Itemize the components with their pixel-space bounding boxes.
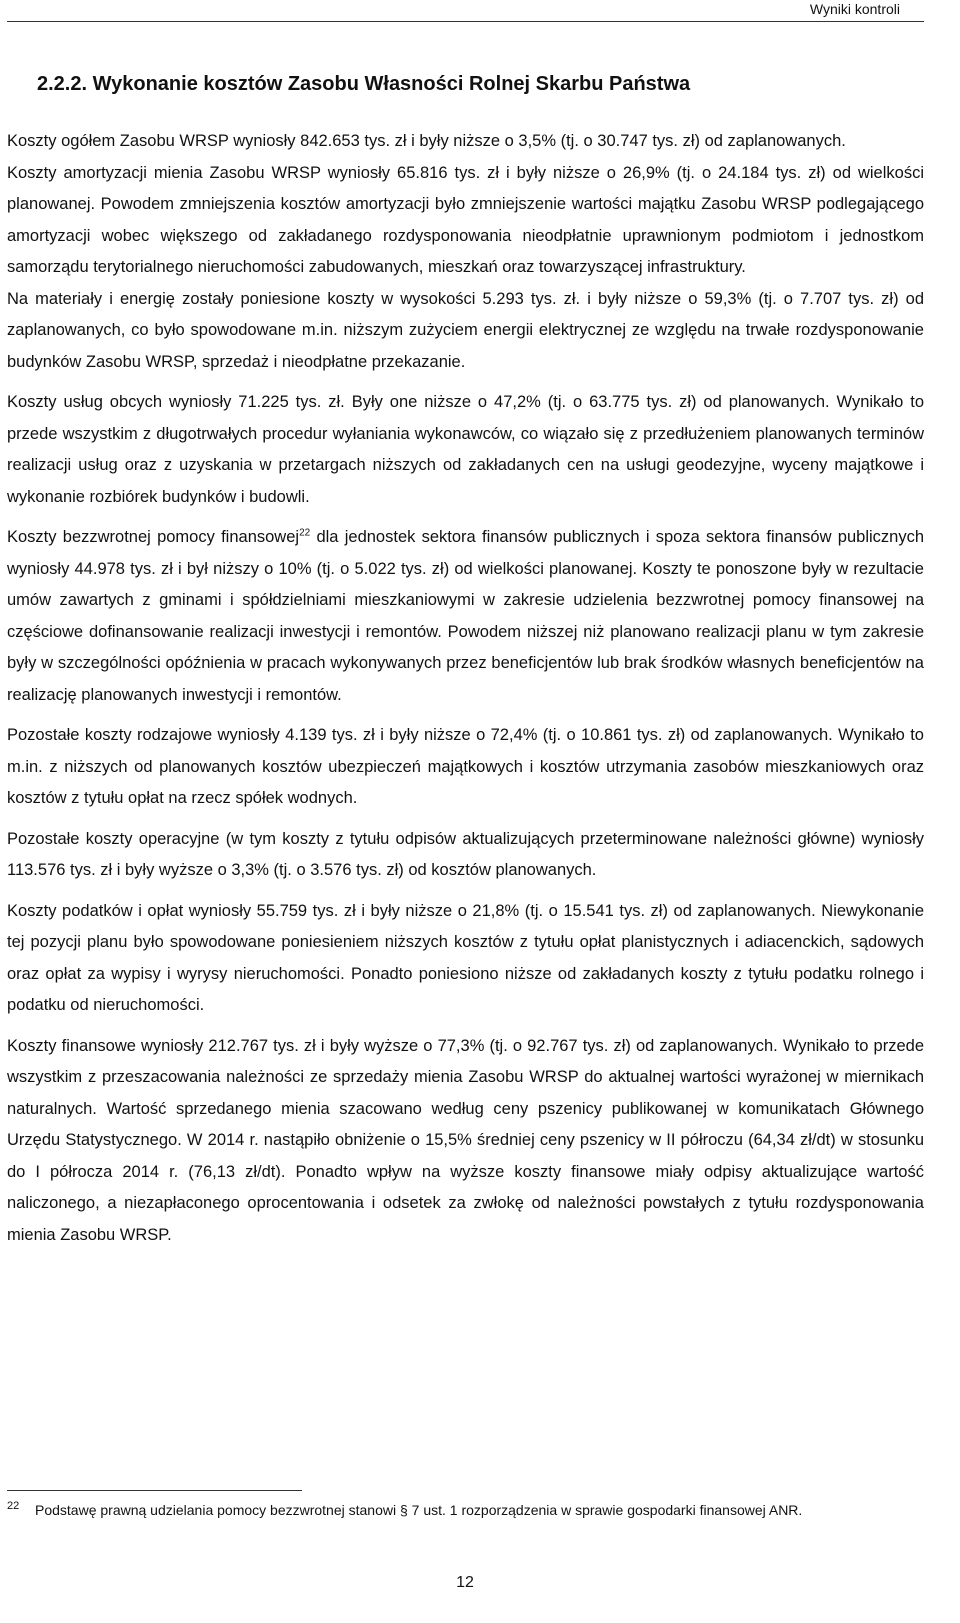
paragraph-materials-energy: Na materiały i energię zostały poniesione koszty w wysokości 5.293 tys. zł. i były niższe o 59,3% (tj. o 7.707 tys. zł) od zaplanowanych, co było spowodowane m.in. niższym zużyciem energii elektrycznej ze względu na trwałe rozdysponowanie budynków Zasobu WRSP, sprzedaż i nieodpłatne przekazanie. — [7, 289, 924, 371]
page-number: 12 — [456, 1574, 474, 1591]
paragraph-financial-aid — [7, 522, 924, 711]
footnote-number: 22 — [7, 1500, 20, 1512]
header-rule — [7, 21, 924, 22]
section-title — [37, 70, 924, 98]
paragraph-financial-costs: Koszty finansowe wyniosły 212.767 tys. zł i były wyższe o 77,3% (tj. o 92.767 tys. zł) od zaplanowanych. Wynikało to przede wszystkim z przeszacowania należności ze sprzedaży mienia Zasobu WRSP do aktualnej wartości wyrażonej w miernikach naturalnych. Wartość sprzedanego mienia szacowano według ceny pszenicy publikowanej w komunikatach Głównego Urzędu Statystycznego. W 2014 r. nastąpiło obniżenie o 15,5% średniej ceny pszenicy w II półroczu (64,34 zł/dt) w stosunku do I półrocza 2014 r. (76,13 zł/dt). Ponadto wpływ na wyższe koszty finansowe miały odpisy aktualizujące wartość naliczonego, a niezapłaconego oprocentowania i odsetek za zwłokę od należności powstałych z tytułu rozdysponowania mienia Zasobu WRSP. — [7, 1036, 924, 1244]
paragraph-depreciation: Koszty amortyzacji mienia Zasobu WRSP wyniosły 65.816 tys. zł i były niższe o 26,9% (tj. o 24.184 tys. zł) od wielkości planowanej. Powodem zmniejszenia kosztów amortyzacji było zmniejszenie wartości majątku Zasobu WRSP podlegającego amortyzacji wobec większego od zakładanego rozdysponowania nieodpłatnie uprawnionym podmiotom i jednostkom samorządu terytorialnego nieruchomości zabudowanych, mieszkań oraz towarzyszącej infrastruktury. — [7, 163, 924, 276]
section-number: 2.2.2. — [37, 73, 88, 95]
footnote-text: Podstawę prawną udzielania pomocy bezzwrotnej stanowi § 7 ust. 1 rozporządzenia w sprawie gospodarki finansowej ANR. — [35, 1502, 803, 1518]
paragraph-other-generic-costs: Pozostałe koszty rodzajowe wyniosły 4.139 tys. zł i były niższe o 72,4% (tj. o 10.861 tys. zł) od zaplanowanych. Wynikało to m.in. z niższych od planowanych kosztów ubezpieczeń majątkowych i kosztów utrzymania zasobów mieszkaniowych oraz kosztów z tytułu opłat na rzecz spółek wodnych. — [7, 726, 924, 807]
running-header: Wyniki kontroli — [809, 1, 900, 17]
document-body — [7, 70, 924, 1251]
paragraph-other-operating-costs: Pozostałe koszty operacyjne (w tym koszty z tytułu odpisów aktualizujących przeterminowane należności główne) wyniosły 113.576 tys. zł i były wyższe o 3,3% (tj. o 3.576 tys. zł) od kosztów planowanych. — [7, 829, 924, 879]
footnote — [7, 1500, 924, 1520]
aid-text-rest: dla jednostek sektora finansów publicznych i spoza sektora finansów publicznych wyniosły 44.978 tys. zł i był niższy o 10% (tj. o 5.022 tys. zł) od wielkości planowanej. Koszty te ponoszone były w rezultacie umów zawartych z gminami i spółdzielniami mieszkaniowymi w zakresie udzielenia bezzwrotnej pomocy finansowej na częściowe dofinansowanie realizacji inwestycji i remontów. Powodem niższej niż planowano realizacji planu w tym zakresie były w szczególności opóźnienia w pracach wykonywanych przez beneficjentów lub brak środków własnych beneficjentów na realizację planowanych inwestycji i remontów. — [7, 528, 924, 704]
footnote-rule — [7, 1490, 302, 1491]
aid-text-start: Koszty bezzwrotnej pomocy finansowej — [7, 528, 300, 546]
paragraph-taxes-fees: Koszty podatków i opłat wyniosły 55.759 tys. zł i były niższe o 21,8% (tj. o 15.541 tys. zł) od zaplanowanych. Niewykonanie tej pozycji planu było spowodowane poniesieniem niższych kosztów z tytułu opłat planistycznych i adiacenckich, sądowych oraz opłat za wypisy i wyrysy nieruchomości. Ponadto poniesiono niższe od zakładanych koszty z tytułu podatku rolnego i podatku od nieruchomości. — [7, 901, 924, 1014]
paragraph-external-services: Koszty usług obcych wyniosły 71.225 tys. zł. Były one niższe o 47,2% (tj. o 63.775 tys. zł) od planowanych. Wynikało to przede wszystkim z długotrwałych procedur wyłaniania wykonawców, co wiązało się z przedłużeniem planowanych terminów realizacji usług oraz z uzyskania w przetargach niższych od zakładanych cen na usługi geodezyjne, wyceny majątkowe i wykonanie rozbiórek budynków i budowli. — [7, 393, 924, 506]
paragraph-total-costs: Koszty ogółem Zasobu WRSP wyniosły 842.653 tys. zł i były niższe o 3,5% (tj. o 30.747 tys. zł) od zaplanowanych. — [7, 132, 846, 150]
footnote-reference[interactable]: 22 — [299, 527, 311, 539]
section-title-text: Wykonanie kosztów Zasobu Własności Rolnej Skarbu Państwa — [92, 73, 691, 95]
